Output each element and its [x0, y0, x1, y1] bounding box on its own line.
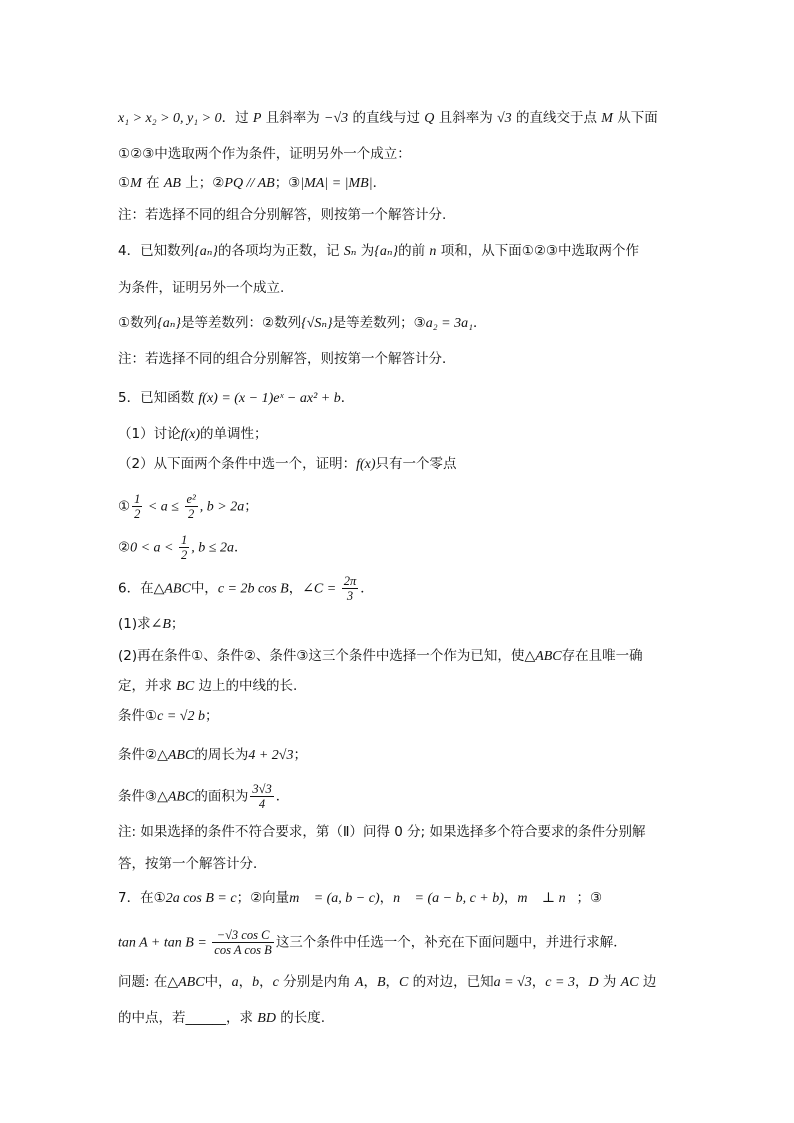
fraction-denominator: 2 — [188, 507, 195, 521]
fraction — [185, 492, 198, 521]
text-run: 注: 如果选择的条件不符合要求，第（Ⅱ）问得 0 分; 如果选择多个符合要求的条件分别解 — [118, 824, 646, 840]
math-expression: n — [429, 244, 437, 259]
fraction-numerator: e² — [186, 492, 196, 506]
text-run: 7．在① — [118, 890, 166, 906]
text-line — [118, 706, 698, 727]
math-expression: a = √3 — [493, 975, 532, 990]
text-line — [118, 388, 698, 409]
math-expression: m⃗ ⊥ n⃗ — [517, 891, 577, 906]
text-line — [118, 533, 698, 562]
text-run: 且斜率为 — [261, 110, 325, 126]
text-run: ， — [259, 974, 273, 990]
math-expression: △ABC — [157, 748, 195, 763]
text-run: ， — [385, 974, 399, 990]
text-run: （2）从下面两个条件中选一个，证明： — [118, 456, 357, 472]
text-run: 注：若选择不同的组合分别解答，则按第一个解答计分. — [118, 207, 447, 223]
math-expression: c = √2 b — [157, 709, 205, 724]
text-line — [118, 614, 698, 635]
text-run: 问题: 在 — [118, 974, 168, 990]
text-run: ① — [118, 498, 131, 515]
text-run: 4．已知数列 — [118, 243, 195, 259]
fraction-numerator: 1 — [134, 492, 141, 506]
text-run: 在 — [141, 175, 164, 191]
text-run: 项和，从下面①②③中选取两个作 — [436, 243, 640, 259]
text-run: ①②③中选取两个作为条件，证明另外一个成立： — [118, 146, 411, 162]
math-expression: 0 < a < — [130, 540, 178, 556]
text-run: 从下面 — [612, 110, 658, 126]
math-expression: 4 + 2√3 — [248, 748, 294, 763]
text-run: 中， — [190, 580, 218, 597]
text-line — [118, 1008, 698, 1029]
text-line — [118, 928, 698, 957]
text-run: ；③ — [576, 890, 603, 906]
text-run: ． — [340, 390, 355, 406]
text-line — [118, 424, 698, 445]
text-run: (1)求 — [118, 616, 151, 632]
fraction-numerator: 2π — [343, 574, 357, 588]
text-run: ， — [238, 974, 253, 990]
math-expression: PQ // AB — [224, 176, 275, 191]
math-expression: √3 — [497, 111, 512, 126]
fraction-denominator: 4 — [258, 797, 266, 811]
text-run: ， — [363, 974, 377, 990]
math-expression: b — [252, 975, 260, 990]
fraction-numerator: −√3 cos C — [212, 928, 274, 943]
text-run: 是等差数列；③ — [332, 315, 426, 331]
text-run: ； — [170, 616, 185, 632]
math-expression: a₂ = 3a₁ — [425, 316, 473, 331]
math-expression: −√3 — [324, 111, 349, 126]
text-line — [118, 646, 698, 667]
math-expression: B — [376, 975, 386, 990]
text-run: ② — [118, 539, 131, 556]
math-expression: {√Sₙ} — [301, 316, 333, 331]
text-run: 为 — [356, 243, 375, 259]
text-line — [118, 313, 698, 334]
text-run: 只有一个零点 — [375, 456, 457, 472]
fraction-denominator: 2 — [134, 507, 141, 521]
text-run: 的对边，已知 — [408, 974, 494, 990]
text-run: ． — [372, 175, 387, 191]
fraction — [250, 782, 273, 811]
text-run: 条件① — [118, 708, 158, 724]
text-line — [118, 822, 698, 842]
math-expression: n⃗ = (a − b, c + b) — [393, 891, 504, 906]
text-run: ， — [531, 974, 546, 990]
math-expression: f(x) — [356, 457, 376, 472]
fraction — [132, 492, 142, 521]
text-line — [118, 278, 698, 298]
text-run: 中， — [204, 974, 232, 990]
text-line — [118, 492, 698, 521]
text-run: 的直线与过 — [348, 110, 425, 126]
text-run: ， — [503, 890, 518, 906]
math-expression: Q — [424, 111, 435, 126]
text-run: （1）讨论 — [118, 426, 181, 442]
text-line — [118, 144, 698, 164]
text-run: 是等差数列：②数列 — [180, 315, 302, 331]
math-expression: {aₙ} — [374, 244, 399, 259]
text-run: ， — [379, 890, 394, 906]
text-run: ；③ — [274, 175, 301, 191]
text-line — [118, 205, 698, 225]
math-expression: D — [588, 975, 599, 990]
text-run: ； — [204, 708, 219, 724]
text-run: 且斜率为 — [434, 110, 497, 126]
text-run: ；②向量 — [236, 890, 290, 906]
text-run: ． — [275, 788, 290, 805]
text-run: 的单调性； — [200, 426, 268, 442]
text-line — [118, 854, 698, 874]
text-run: 的长度. — [275, 1010, 326, 1026]
text-line — [118, 782, 698, 811]
text-run: 上；② — [180, 175, 225, 191]
math-expression: ∠B — [150, 617, 171, 632]
text-run: 为条件，证明另外一个成立. — [118, 280, 285, 296]
text-run: 条件③ — [118, 788, 158, 805]
text-run: ； — [293, 747, 307, 763]
text-run: 的中点，若______，求 — [118, 1010, 258, 1026]
math-expression: ∠C = — [302, 581, 340, 597]
math-expression: AB — [163, 176, 181, 191]
text-run: ， — [574, 974, 589, 990]
fraction-numerator: 1 — [181, 533, 188, 547]
text-run: 的面积为 — [194, 788, 249, 805]
math-expression: 2a cos B = c — [165, 891, 237, 906]
text-run: 答，按第一个解答计分． — [118, 856, 267, 872]
math-expression: AC — [620, 975, 639, 990]
fraction-denominator: 3 — [346, 589, 354, 603]
math-expression: Sₙ — [343, 244, 357, 259]
text-line — [118, 972, 698, 993]
text-run: 为 — [598, 974, 621, 990]
text-line — [118, 108, 698, 129]
math-expression: BC — [176, 679, 195, 694]
text-run: ， — [288, 580, 303, 597]
text-run: 条件② — [118, 747, 158, 763]
text-line — [118, 173, 698, 194]
text-run: 6．在 — [118, 580, 154, 597]
math-expression: , b > 2a — [199, 499, 245, 515]
math-expression: tan A + tan B = — [118, 935, 211, 951]
text-line — [118, 888, 698, 909]
math-expression: △ABC — [524, 649, 562, 664]
fraction-numerator: 3√3 — [252, 782, 272, 796]
text-run: 5．已知函数 — [118, 390, 199, 406]
text-run: 的各项均为正数，记 — [217, 243, 344, 259]
text-line — [118, 454, 698, 475]
text-line — [118, 574, 698, 603]
text-run: 边 — [638, 974, 657, 990]
fraction — [212, 928, 274, 957]
math-expression: c — [272, 975, 279, 990]
text-run: ①数列 — [118, 315, 158, 331]
text-run: ． — [360, 580, 374, 597]
math-expression: c = 3 — [545, 975, 575, 990]
math-expression: BD — [257, 1011, 276, 1026]
text-run: 存在且唯一确 — [561, 648, 643, 664]
math-expression: A — [354, 975, 364, 990]
text-run: ； — [244, 498, 258, 515]
text-run: 分别是内角 — [278, 974, 355, 990]
text-run: ． — [233, 539, 248, 556]
fraction-denominator: cos A cos B — [214, 943, 272, 957]
text-run: 的直线交于点 — [511, 110, 602, 126]
math-expression: P — [252, 111, 262, 126]
text-run: 注：若选择不同的组合分别解答，则按第一个解答计分． — [118, 351, 456, 367]
fraction-denominator: 2 — [181, 548, 188, 562]
text-line — [118, 241, 698, 262]
math-expression: {aₙ} — [157, 316, 181, 331]
text-run: 这三个条件中任选一个，补充在下面问题中，并进行求解． — [275, 934, 627, 951]
text-run: 的周长为 — [194, 747, 249, 763]
math-expression: m⃗ = (a, b − c) — [289, 891, 380, 906]
math-expression: |MA| = |MB| — [300, 176, 373, 191]
math-expression: {aₙ} — [194, 244, 218, 259]
math-expression: M — [130, 176, 142, 191]
math-expression: M — [601, 111, 613, 126]
math-expression: x₁ > x₂ > 0, y₁ > 0 — [118, 111, 222, 126]
math-expression: C — [399, 975, 409, 990]
text-run: 定，并求 — [118, 678, 177, 694]
math-expression: a — [231, 975, 239, 990]
text-run: ．过 — [221, 110, 253, 126]
text-run: 的前 — [398, 243, 430, 259]
text-line — [118, 745, 698, 766]
math-expression: △ABC — [153, 581, 191, 597]
math-expression: f(x) = (x − 1)eˣ − ax² + b — [198, 391, 341, 406]
text-run: (2)再在条件①、条件②、条件③这三个条件中选择一个作为已知，使 — [118, 648, 525, 664]
text-run: ． — [472, 315, 487, 331]
math-expression: f(x) — [180, 427, 201, 442]
fraction — [179, 533, 189, 562]
math-expression: △ABC — [157, 789, 195, 805]
text-line — [118, 349, 698, 369]
text-run: ① — [118, 175, 131, 191]
math-expression: △ABC — [167, 975, 205, 990]
math-expression: < a ≤ — [144, 499, 183, 515]
math-expression: c = 2b cos B — [217, 581, 289, 597]
text-line — [118, 676, 698, 697]
fraction — [342, 574, 359, 603]
math-expression: , b ≤ 2a — [191, 540, 234, 556]
text-run: 边上的中线的长. — [194, 678, 298, 694]
